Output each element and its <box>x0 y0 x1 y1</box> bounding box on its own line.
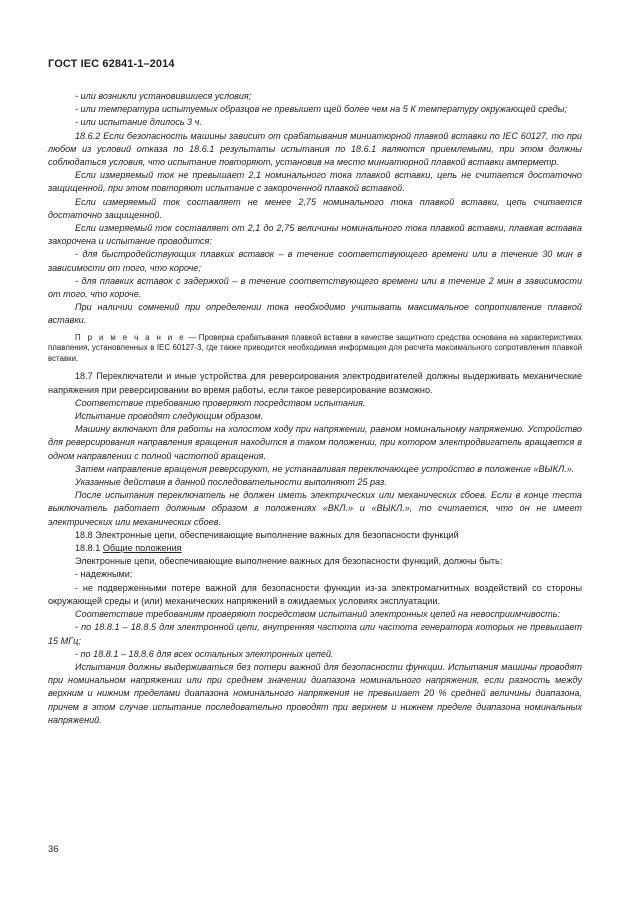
paragraph: Испытания должны выдерживаться без потери важной для безопасности функции. Испытания машины проводят при номинальном напряжении или при среднем значении диапазона номинального напряжения, если разность между верхним и нижним пределами диапазона номинального напряжения не превышает 20 % средней величины диапазона, причем в этом случае испытание последовательно проводят при верхнем и нижнем пределе диапазона номинальных напряжений. <box>48 661 582 725</box>
paragraph: После испытания переключатель не должен иметь электрических или механических сбоев. Если в конце теста выключатель работает должным образом в положениях «ВКЛ.» и «ВЫКЛ.», то считается, что он не имеет электрических или механических сбоев. <box>48 490 582 527</box>
paragraph: - или возникли установившиеся условия; <box>75 91 252 101</box>
paragraph: Соответствие требованиям проверяют посредством испытаний электронных цепей на невосприимчивость: <box>75 609 561 620</box>
section-heading: 18.8 Электронные цепи, обеспечивающие выполнение важных для безопасности функций <box>75 529 459 540</box>
paragraph: - по 18.8.1 – 18.8.5 для электронной цепи, внутренняя частота или частота генератора которых не превышает 15 МГц; <box>48 622 582 646</box>
paragraph: - или испытание длилось 3 ч. <box>75 117 202 128</box>
subsection-number: 18.8.1 <box>75 543 101 554</box>
paragraph: Затем направление вращения реверсируют, не устанавливая переключающее устройство в положение «ВЫКЛ.». <box>75 463 575 474</box>
paragraph: Соответствие требованию проверяют посредством испытания. <box>75 397 366 408</box>
paragraph: 18.7 Переключатели и иные устройства для реверсирования электродвигателей должны выдерживать механические напряжения при реверсировании во время работы, если такое реверсирование возможно. <box>48 371 582 395</box>
paragraph: Если измеряемый ток составляет от 2,1 до 2,75 величины номинального тока плавкой вставки, плавкая вставка закорочена и испытание проводится: <box>48 223 582 247</box>
paragraph: - по 18.8.1 – 18.8.6 для всех остальных электронных цепей. <box>75 648 334 659</box>
paragraph: Указанные действия в данной последовательности выполняют 25 раз. <box>75 477 387 488</box>
paragraph: - или температура испытуемых образцов не превышет щей более чем на 5 К температуру окружающей среды; <box>75 104 567 115</box>
paragraph: - для быстродействующих плавких вставок – в течение соответствующего времени или в течение 30 мин в зависимости от того, что короче; <box>48 249 582 273</box>
paragraph: - надежными; <box>75 569 133 580</box>
paragraph: - не подверженными потере важной для безопасности функции из-за электромагнитных воздействий со стороны окружающей среды и (или) механических напряжений в ожидаемых условиях эксплуатации. <box>48 582 582 606</box>
document-title: ГОСТ IEC 62841-1–2014 <box>48 58 175 70</box>
subsection-heading <box>48 542 582 555</box>
note-text: — Проверка срабатывания плавкой вставки в качестве защитного средства основана на характеристиках плавления, установленных в IEC 60127-3, где также приводится необходимая информация для расчета максимального сопротивления плавкой вставки. <box>48 332 582 363</box>
document-body <box>48 90 582 727</box>
paragraph: 18.6.2 Если безопасность машины зависит от срабатывания миниатюрной плавкой вставки по IEC 60127, то при любом из условий отказа по 18.6.1 результаты испытания по 18.6.1 являются приемлемыми, при этом должны соблюдаться условия, что испытание повторяют, установив на место миниатюрной плавкой вставки амперметр. <box>48 130 582 168</box>
paragraph: Если измеряемый ток не превышает 2,1 номинального тока плавкой вставки, цепь не считается достаточно защищенной, при этом повторяют испытание с закороченной плавкой вставкой. <box>48 170 582 194</box>
paragraph: Машину включают для работы на холостом ходу при напряжении, равном номинальному напряжению. Устройство для реверсирования направления вращения находится в таком положении, при котором электродвигатель вращается в одном направлении с полной частотой вращения. <box>48 424 582 461</box>
note-label: П р и м е ч а н и е <box>75 332 186 342</box>
page-number: 36 <box>48 844 59 855</box>
paragraph: Электронные цепи, обеспечивающие выполнение важных для безопасности функций, должны быть: <box>75 556 503 567</box>
paragraph: При наличии сомнений при определении тока необходимо учитывать максимальное сопротивление плавкой вставки. <box>48 302 582 326</box>
paragraph: Испытание проводят следующим образом. <box>75 411 264 422</box>
paragraph: Если измеряемый ток составляет не менее 2,75 номинального тока плавкой вставки, цепь считается достаточно защищенной. <box>48 196 582 220</box>
paragraph: - для плавких вставок с задержкой – в течение соответствующего времени или в течение 2 мин в зависимости от того, что короче. <box>48 275 582 300</box>
note <box>48 333 582 365</box>
subsection-title: Общие положения <box>102 543 182 554</box>
